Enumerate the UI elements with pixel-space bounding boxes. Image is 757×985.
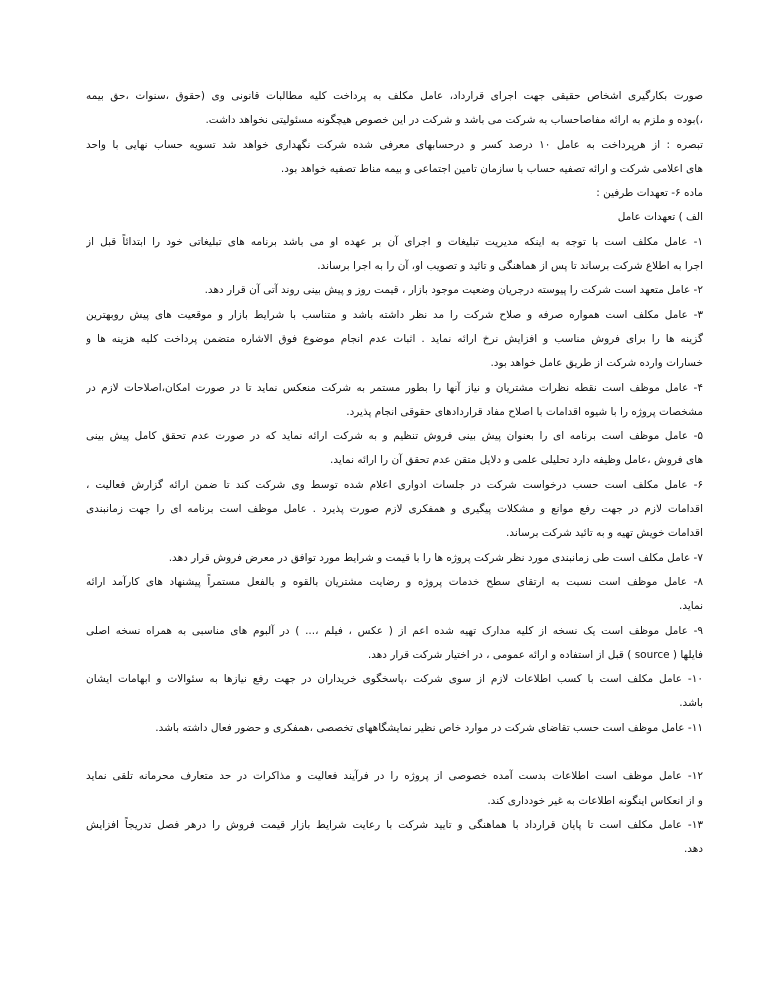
text-line: فایلها ( source ) قبل از استفاده و ارائه عمومی ، در اختیار شرکت قرار دهد. — [367, 648, 703, 661]
text-line: ۶- عامل مکلف است حسب درخواست شرکت در جلسات ادواری اعلام شده توسط وی شرکت کند تا ضمن ارائه گزارش فعالیت ، — [86, 478, 703, 491]
text-line: مشخصات پروژه را با شیوه اقدامات با اصلاح مفاد قراردادهای حقوقی انجام پذیرد. — [346, 405, 703, 418]
text-line: ۱۰- عامل مکلف است با کسب اطلاعات لازم از سوی شرکت ،پاسخگوی خریداران در جهت رفع نیازها به سئوالات و ابهامات ایشان — [86, 673, 703, 686]
text-line: تبصره : از هرپرداخت به عامل ۱۰ درصد کسر و درحسابهای معرفی شده شرکت نگهداری خواهد شد تسویه حساب نهایی با واحد — [86, 138, 703, 151]
text-line: ۱۱- عامل موظف است حسب تقاضای شرکت در موارد خاص نظیر نمایشگاههای تخصصی ،همفکری و حضور فعال داشته باشد. — [155, 721, 703, 734]
text-line: گزینه ها را برای فروش مناسب و افزایش نرخ ارائه نماید . اثبات عدم انجام موضوع فوق الاشاره متضمن پرداخت کلیه هزینه ها و — [86, 332, 703, 345]
text-line: ۷- عامل مکلف است طی زمانبندی مورد نظر شرکت پروژه ها را با قیمت و شرایط مورد توافق در معرض فروش قرار دهد. — [168, 551, 703, 564]
text-line: الف ) تعهدات عامل — [617, 211, 703, 224]
blank-line — [86, 740, 703, 764]
text-line: ۵- عامل موظف است برنامه ای را بعنوان پیش بینی فروش تنظیم و به شرکت ارائه نماید که در صورت عدم تحقق کامل پیش بینی — [86, 430, 703, 443]
text-line: ۲- عامل متعهد است شرکت را پیوسته درجریان وضعیت موجود بازار ، قیمت روز و پیش بینی روند آتی آن قرار دهد. — [204, 284, 703, 297]
text-line: اقدامات خویش تهیه و به تائید شرکت برساند. — [506, 527, 703, 540]
text-line: ماده ۶- تعهدات طرفین : — [596, 187, 703, 200]
text-line: خسارات وارده شرکت از طریق عامل خواهد بود. — [490, 357, 703, 370]
text-line: ۱۳- عامل مکلف است تا پایان قرارداد با هماهنگی و تایید شرکت با رعایت شرایط بازار قیمت فروش را درهر فصل تدریجاً افزایش — [86, 818, 703, 831]
text-line: باشد. — [679, 697, 703, 710]
text-line: دهد. — [683, 843, 703, 856]
text-line: های اعلامی شرکت و ارائه تصفیه حساب با سازمان تامین اجتماعی و بیمه مناط تصفیه خواهد بود. — [280, 162, 703, 175]
text-line: ۸- عامل موظف است نسبت به ارتقای سطح خدمات پروژه و رضایت مشتریان بالقوه و بالفعل مستمراً پیشنهاد های کارآمد ارائه — [86, 575, 703, 588]
text-line: ۱- عامل مکلف است با توجه به اینکه مدیریت تبلیغات و اجرای آن بر عهده او می باشد برنامه های تبلیغاتی خود را ابتدائاً قبل از — [86, 235, 703, 248]
text-line: اقدامات لازم در جهت رفع موانع و مشکلات پیگیری و همفکری لازم صورت پذیرد . عامل موظف است برنامه ای را جهت زمانبندی — [86, 503, 703, 516]
text-line: ،)بوده و ملزم به ارائه مفاصاحساب به شرکت می باشد و شرکت در این خصوص هیچگونه مسئولیتی نخواهد داشت. — [205, 114, 703, 127]
text-line: ۴- عامل موظف است نقطه نظرات مشتریان و نیاز آنها را بطور مستمر به شرکت منعکس نماید تا در صورت امکان،اصلاحات لازم در — [86, 381, 703, 394]
text-line: ۳- عامل مکلف است همواره صرفه و صلاح شرکت را مد نظر داشته باشد و متناسب با شرایط بازار و موقعیت های پیش روبهترین — [86, 308, 703, 321]
text-line: اجرا به اطلاع شرکت برساند تا پس از هماهنگی و تائید و تصویب او، آن را به اجرا برساند. — [317, 260, 703, 273]
text-line: صورت بکارگیری اشخاص حقیقی جهت اجرای قرارداد، عامل مکلف به پرداخت کلیه مطالبات قانونی وی (حقوق ،سنوات ،حق بیمه — [86, 90, 703, 102]
text-line: ۱۲- عامل موظف است اطلاعات بدست آمده خصوصی از پروژه را در فرآیند فعالیت و مذاکرات در حد متعارف محرمانه تلقی نماید — [86, 770, 703, 783]
text-line: و از انعکاس اینگونه اطلاعات به غیر خودداری کند. — [487, 794, 703, 807]
text-line: های فروش ،عامل وظیفه دارد تحلیلی علمی و دلایل متقن عدم تحقق آن را ارائه نماید. — [330, 454, 703, 467]
text-line: ۹- عامل موظف است یک نسخه از کلیه مدارک تهیه شده اعم از ( عکس ، فیلم ،... ) در آلبوم های مناسبی به همراه نسخه اصلی — [86, 624, 703, 637]
text-line: نماید. — [679, 600, 703, 613]
